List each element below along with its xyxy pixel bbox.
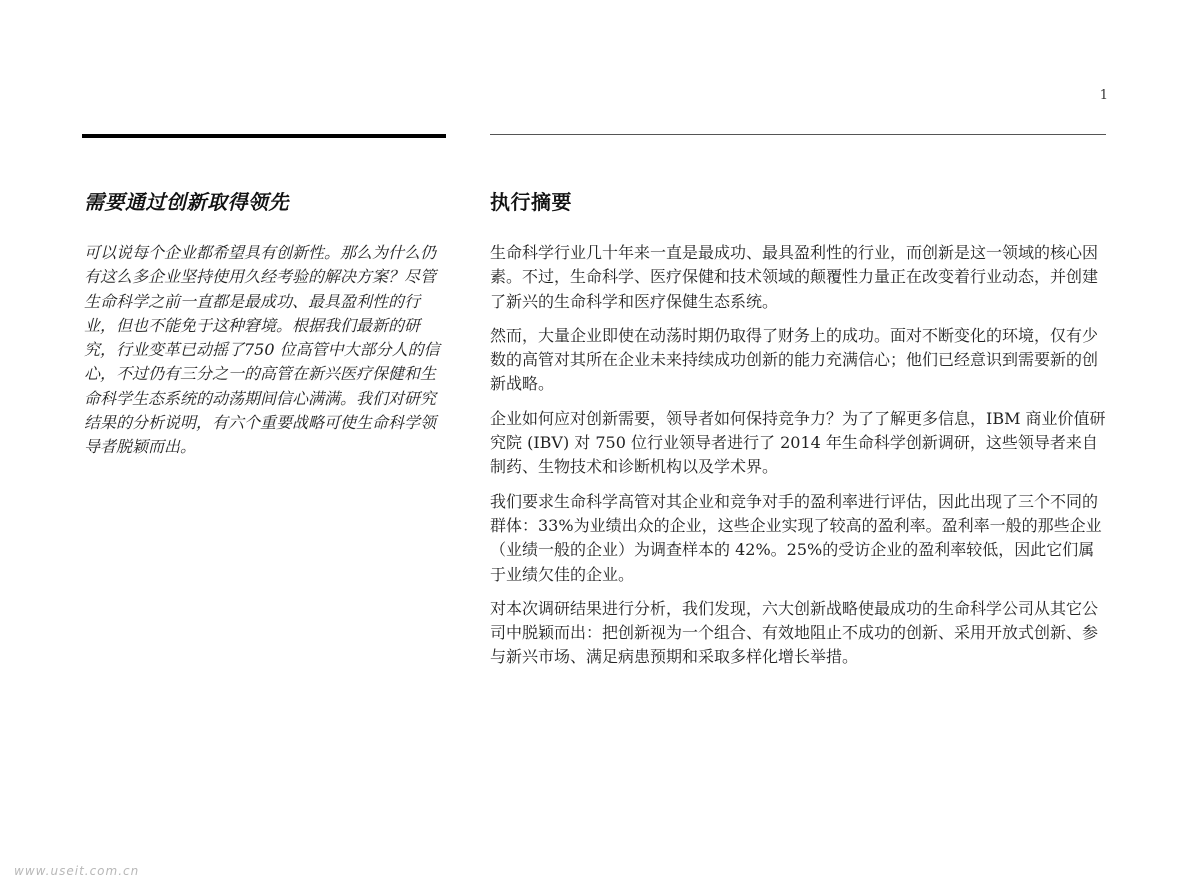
body-paragraph-2: 然而，大量企业即使在动荡时期仍取得了财务上的成功。面对不断变化的环境，仅有少数的高管对其所在企业未来持续成功创新的能力充满信心；他们已经意识到需要新的创新战略。 [490,325,1099,394]
body-paragraph-3: 企业如何应对创新需要，领导者如何保持竞争力？为了了解更多信息，IBM 商业价值研究院 (IBV) 对 750 位行业领导者进行了 2014 年生命科学创新调研，这些领导者来自制药、生物技术和诊断机构以及学术界。 [490,408,1106,477]
section-heading: 执行摘要 [490,190,572,214]
left-column [84,186,450,460]
right-column-rule [490,134,1106,135]
right-column [490,186,1110,680]
page-number: 1 [1099,88,1108,103]
body-paragraph-1: 生命科学行业几十年来一直是最成功、最具盈利性的行业，而创新是这一领域的核心因素。不过，生命科学、医疗保健和技术领域的颠覆性力量正在改变着行业动态，并创建了新兴的生命科学和医疗保健生态系统。 [490,243,1099,311]
body-paragraph-4: 我们要求生命科学高管对其企业和竞争对手的盈利率进行评估，因此出现了三个不同的群体：33%为业绩出众的企业，这些企业实现了较高的盈利率。盈利率一般的那些企业（业绩一般的企业）为调查样本的 42%。25%的受访企业的盈利率较低，因此它们属于业绩欠佳的企业。 [490,491,1102,584]
left-column-rule [82,134,446,138]
watermark: www.useit.com.cn [14,864,140,878]
sidebar-body: 可以说每个企业都希望具有创新性。那么为什么仍有这么多企业坚持使用久经考验的解决方案？尽管生命科学之前一直都是最成功、最具盈利性的行业，但也不能免于这种窘境。根据我们最新的研究，行业变革已动摇了750 位高管中大部分人的信心，不过仍有三分之一的高管在新兴医疗保健和生命科学生态系统的动荡期间信心满满。我们对研究结果的分析说明，有六个重要战略可使生命科学领导者脱颖而出。 [84,243,440,457]
body-paragraph-5: 对本次调研结果进行分析，我们发现，六大创新战略使最成功的生命科学公司从其它公司中脱颖而出：把创新视为一个组合、有效地阻止不成功的创新、采用开放式创新、参与新兴市场、满足病患预期和采取多样化增长举措。 [490,598,1099,667]
sidebar-heading: 需要通过创新取得领先 [84,190,289,214]
